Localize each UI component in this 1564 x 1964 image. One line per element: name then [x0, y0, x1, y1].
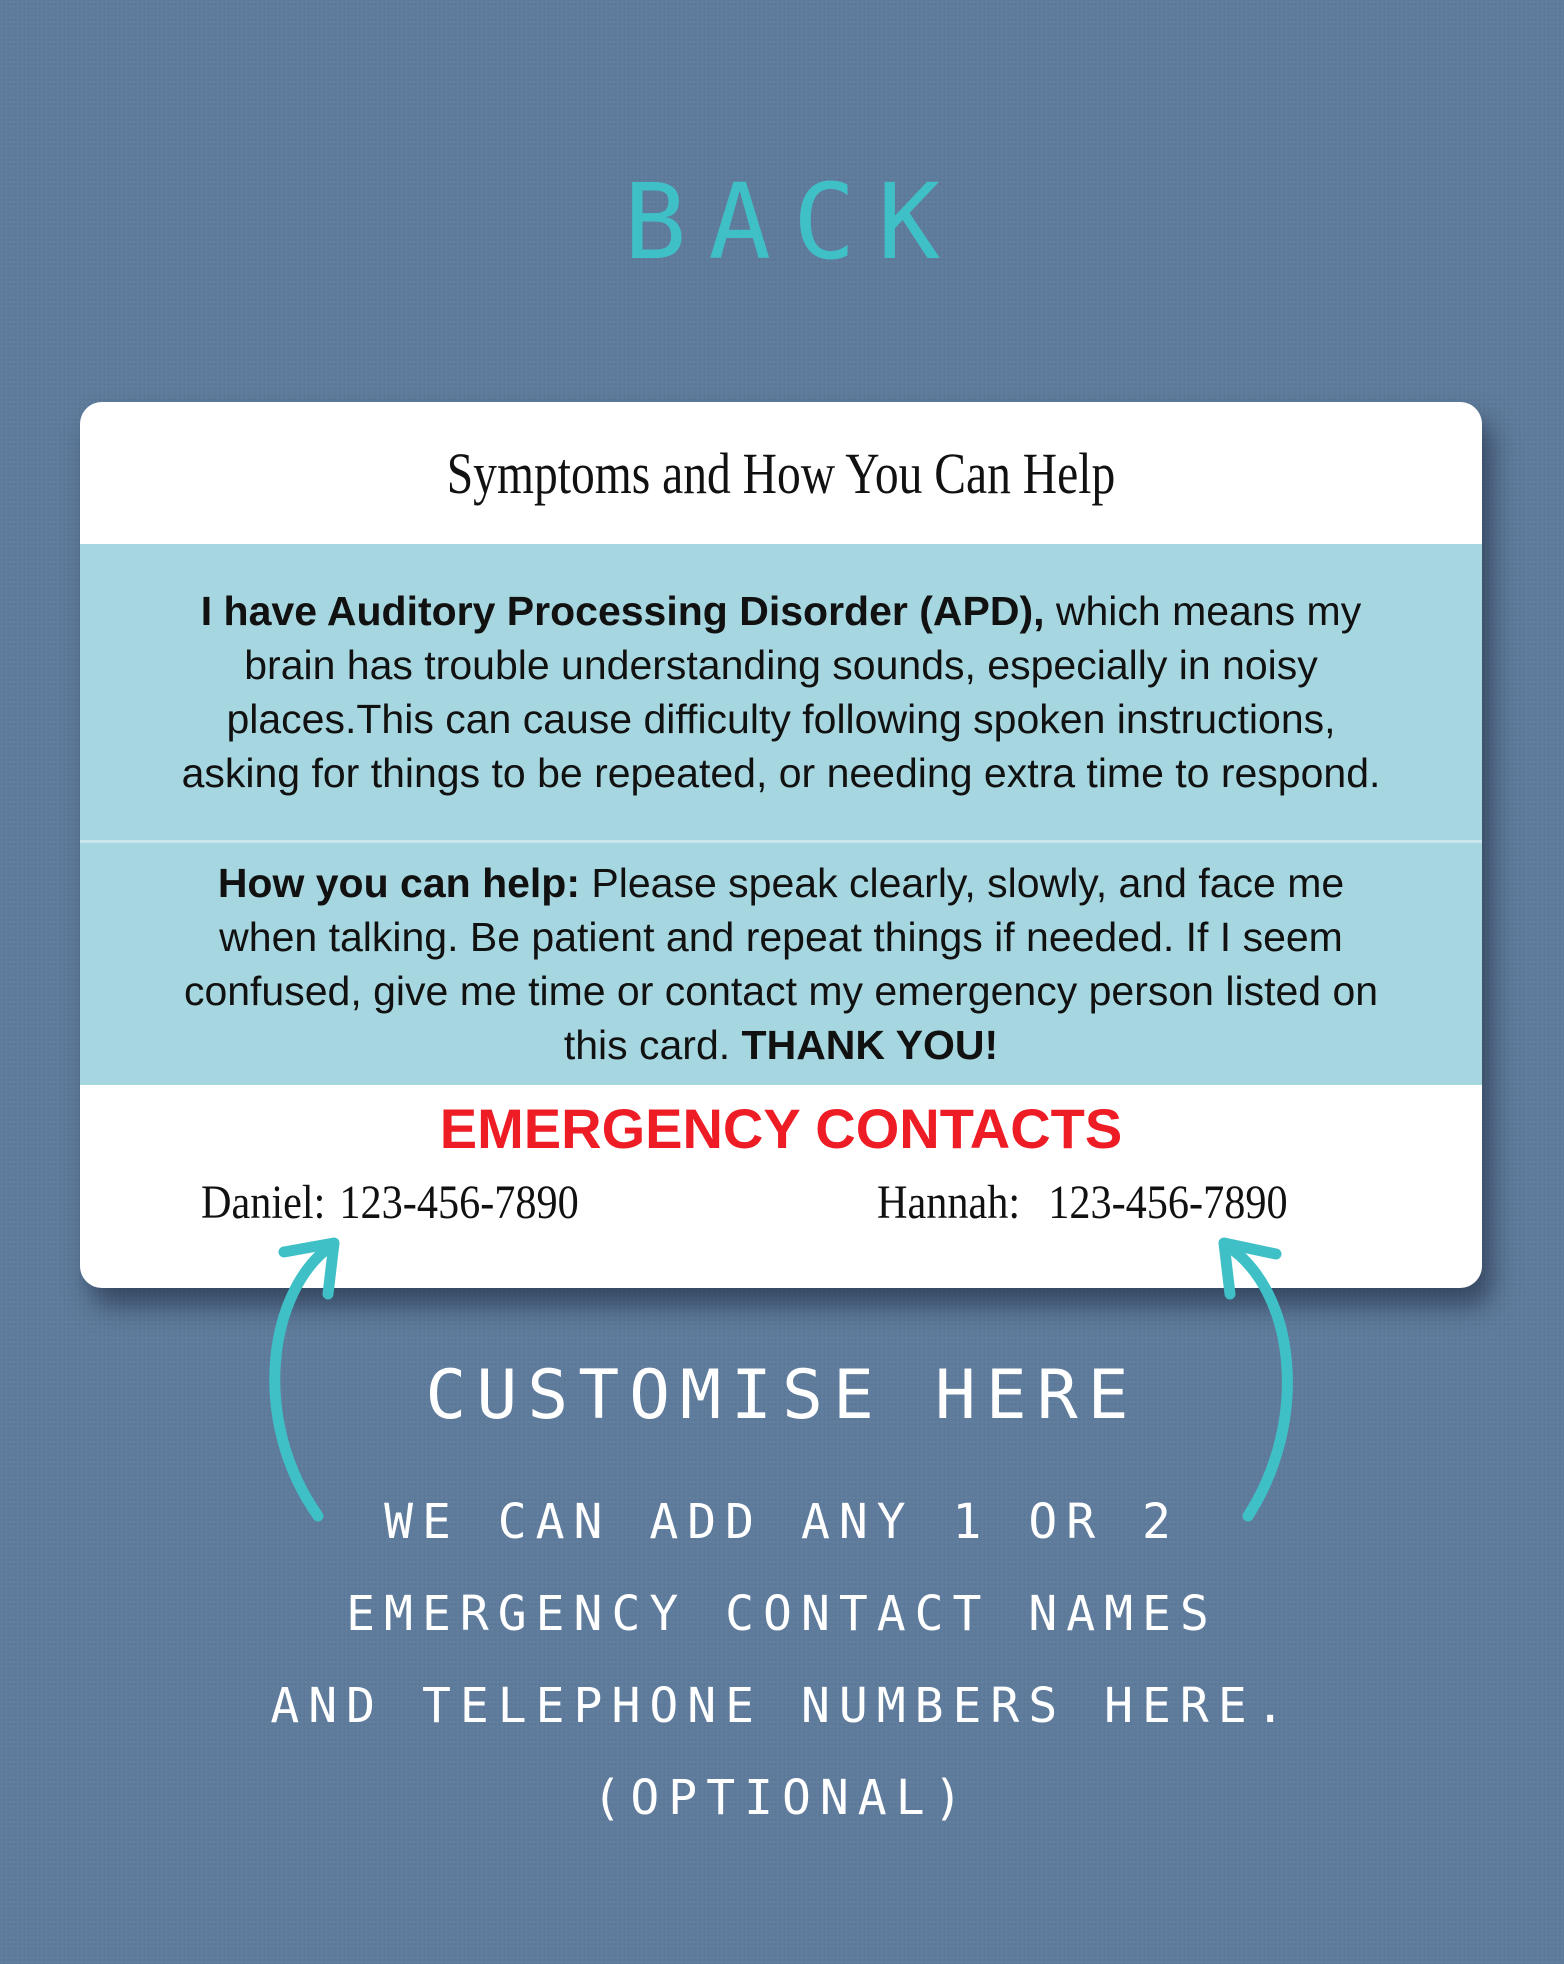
page-heading: BACK [623, 161, 963, 283]
help-bold-text: How you can help: [217, 860, 581, 906]
contact-item [201, 1175, 579, 1230]
emergency-card [80, 402, 1482, 1288]
note-line: EMERGENCY CONTACT NAMES [346, 1586, 1218, 1642]
emergency-contacts-heading: EMERGENCY CONTACTS [439, 1097, 1123, 1160]
note-line: (OPTIONAL) [592, 1770, 972, 1826]
intro-text: which means my brain has trouble understanding sounds, especially in noisy places.This can cause difficulty following spoken instructions, asking for things to be repeated, or needing extra time to respond. [181, 588, 1381, 796]
thank-you-text: THANK YOU! [741, 1022, 999, 1068]
card-title: Symptoms and How You Can Help [446, 440, 1116, 506]
intro-bold-text: I have Auditory Processing Disorder (APD), [200, 588, 1045, 634]
contacts-row [80, 1175, 1482, 1255]
apd-description [80, 544, 1482, 840]
contact-name: Daniel: [201, 1176, 326, 1229]
contact-phone: 123-456-7890 [339, 1176, 579, 1229]
contact-name: Hannah: [877, 1176, 1021, 1229]
help-instructions [80, 840, 1482, 1085]
help-text: Please speak clearly, slowly, and face me when talking. Be patient and repeat things if needed. If I seem confused, give me time or contact my emergency person listed on this card. [183, 860, 1379, 1068]
customise-note [0, 1476, 1564, 1844]
contact-phone: 123-456-7890 [1048, 1176, 1288, 1229]
note-line: AND TELEPHONE NUMBERS HERE. [270, 1678, 1294, 1734]
note-line: WE CAN ADD ANY 1 OR 2 [384, 1494, 1180, 1550]
customise-title: CUSTOMISE HERE [425, 1356, 1139, 1435]
contact-item [877, 1175, 1288, 1230]
